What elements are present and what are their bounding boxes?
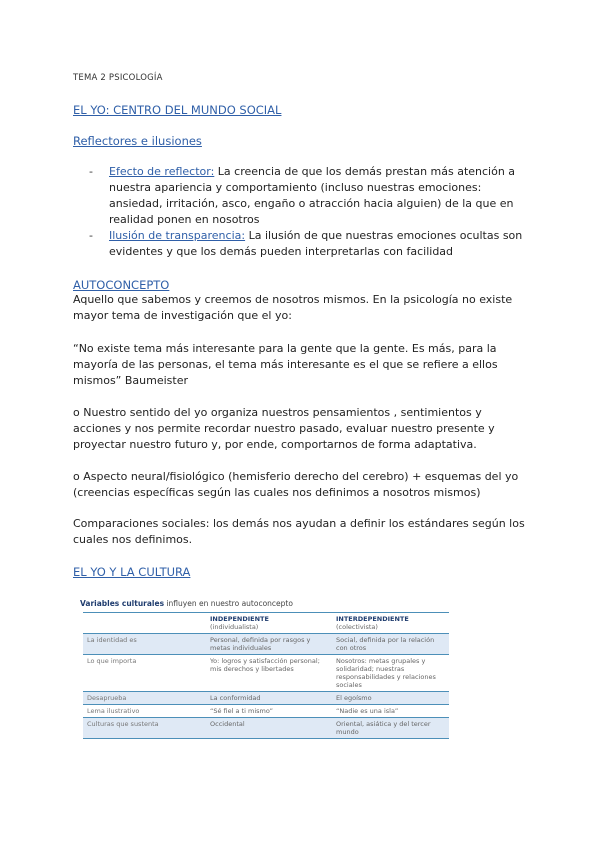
row-label: La identidad es — [83, 634, 206, 655]
bullet-dash: - — [89, 165, 93, 178]
column-header-interdependent — [332, 613, 449, 634]
row-label: Lema ilustrativo — [83, 705, 206, 718]
cell-independent: La conformidad — [206, 692, 332, 705]
paragraph-sense-of-self: o Nuestro sentido del yo organiza nuestros pensamientos , sentimientos y acciones y nos permite recordar nuestro pasado, evaluar nuestro presente y proyectar nuestro futuro y, por ende, comportarnos de forma adaptativa. — [73, 406, 495, 451]
bullet-text: La ilusión de que nuestras emociones ocultas son evidentes y que los demás pueden interpretarlas con facilidad — [109, 229, 523, 258]
bullet-item — [89, 228, 529, 260]
table-title-rest: influyen en nuestro autoconcepto — [164, 599, 293, 608]
paragraph-quote: “No existe tema más interesante para la gente que la gente. Es más, para la mayoría de las personas, el tema más interesante es el que se refiere a ellos mismos” Baumeister — [73, 342, 498, 387]
paragraph-social-comparison: Comparaciones sociales: los demás nos ayudan a definir los estándares según los cuales nos definimos. — [73, 517, 525, 546]
table-row — [83, 718, 449, 739]
table-title-bold: Variables culturales — [80, 599, 165, 608]
cell-interdependent: El egoísmo — [332, 692, 449, 705]
column-header-sub: (colectivista) — [336, 623, 378, 631]
paragraph-autoconcept: Aquello que sabemos y creemos de nosotros mismos. En la psicología no existe mayor tema de investigación que el yo: — [73, 293, 513, 322]
table-row — [83, 655, 449, 692]
row-label: Culturas que sustenta — [83, 718, 206, 739]
table-row — [83, 705, 449, 718]
term-link-reflector[interactable]: Efecto de reflector: — [109, 165, 215, 178]
bullet-item — [89, 164, 529, 228]
cell-independent: “Sé fiel a ti mismo” — [206, 705, 332, 718]
cell-independent: Occidental — [206, 718, 332, 739]
table-row — [83, 692, 449, 705]
column-header-title: INTERDEPENDIENTE — [336, 615, 409, 623]
table-title — [80, 599, 293, 608]
bullet-text: La creencia de que los demás prestan más atención a nuestra apariencia y comportamiento (incluso nuestras emociones: ansiedad, irritación, asco, engaño o atracción hacia alguien) de la que en realidad ponen en nosotros — [109, 165, 516, 226]
cell-interdependent: Social, definida por la relación con otros — [332, 634, 449, 655]
table-header-row — [83, 613, 449, 634]
reflector-bullet-list — [89, 164, 529, 260]
heading-autoconcept-link[interactable]: AUTOCONCEPTO — [73, 278, 170, 292]
paragraph-neural-aspect: o Aspecto neural/fisiológico (hemisferio derecho del cerebro) + esquemas del yo (creencias específicas según las cuales nos definimos a nosotros mismos) — [73, 470, 519, 499]
cell-interdependent: Oriental, asiática y del tercer mundo — [332, 718, 449, 739]
column-header-sub: (individualista) — [210, 623, 259, 631]
heading-reflectors-link[interactable]: Reflectores e ilusiones — [73, 134, 202, 148]
table-corner-cell — [83, 613, 206, 634]
row-label: Desaprueba — [83, 692, 206, 705]
column-header-title: INDEPENDIENTE — [210, 615, 269, 623]
bullet-dash: - — [89, 229, 93, 242]
document-label: TEMA 2 PSICOLOGÍA — [73, 73, 163, 83]
row-label: Lo que importa — [83, 655, 206, 692]
heading-main-link[interactable]: EL YO: CENTRO DEL MUNDO SOCIAL — [73, 103, 282, 117]
cell-independent: Personal, definida por rasgos y metas individuales — [206, 634, 332, 655]
cell-interdependent: Nosotros: metas grupales y solidaridad; nuestras responsabilidades y relaciones sociales — [332, 655, 449, 692]
culture-table — [83, 612, 449, 739]
cell-independent: Yo: logros y satisfacción personal; mis derechos y libertades — [206, 655, 332, 692]
column-header-independent — [206, 613, 332, 634]
table-row — [83, 634, 449, 655]
heading-culture-link[interactable]: EL YO Y LA CULTURA — [73, 565, 191, 579]
term-link-transparency[interactable]: Ilusión de transparencia: — [109, 229, 246, 242]
cell-interdependent: “Nadie es una isla” — [332, 705, 449, 718]
